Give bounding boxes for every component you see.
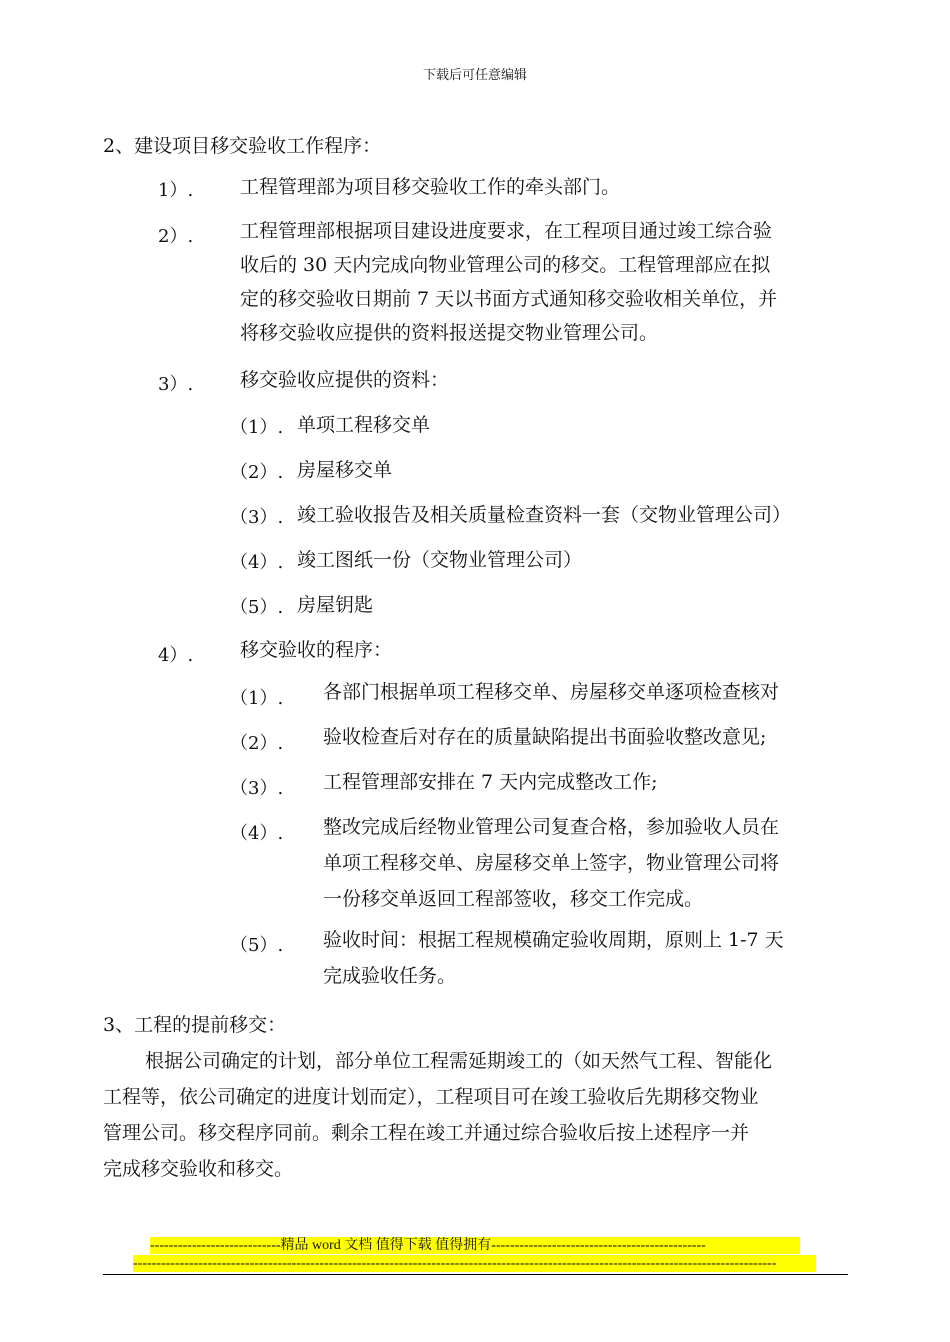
procedure-4-line: 单项工程移交单、房屋移交单上签字，物业管理公司将 (323, 852, 780, 874)
section-3-heading: 3、工程的提前移交： (103, 1014, 287, 1036)
item-2-line: 定的移交验收日期前 7 天以书面方式通知移交验收相关单位，并 (240, 288, 778, 310)
procedure-5-line: 完成验收任务。 (323, 965, 457, 987)
section-2-heading: 2、建设项目移交验收工作程序： (103, 135, 382, 157)
material-1-number: （1）. (230, 417, 284, 438)
item-4-text (240, 633, 392, 667)
procedure-3-text (323, 764, 658, 800)
item-2-line: 工程管理部根据项目建设进度要求，在工程项目通过竣工综合验 (240, 220, 773, 242)
item-3-line: 移交验收应提供的资料： (240, 369, 450, 391)
item-3-number: 3）. (158, 374, 194, 395)
item-1-number: 1）. (158, 180, 194, 201)
item-4-number: 4）. (158, 645, 194, 666)
page-header: 下载后可任意编辑 (422, 68, 527, 83)
item-2-text (240, 214, 777, 350)
paragraph-line: 管理公司。移交程序同前。剩余工程在竣工并通过综合验收后按上述程序一并 (103, 1122, 750, 1144)
paragraph-line: 工程等，依公司确定的进度计划而定），工程项目可在竣工验收后先期移交物业 (103, 1086, 759, 1108)
procedure-5-number: （5）. (230, 935, 284, 956)
procedure-2-number: （2）. (230, 733, 284, 754)
item-2-line: 收后的 30 天内完成向物业管理公司的移交。工程管理部应在拟 (240, 254, 771, 276)
material-5-number: （5）. (230, 597, 284, 618)
procedure-1-text (323, 674, 779, 710)
item-4-line: 移交验收的程序： (240, 639, 393, 661)
procedure-3-line: 工程管理部安排在 7 天内完成整改工作; (323, 771, 658, 793)
procedure-1-line: 各部门根据单项工程移交单、房屋移交单逐项检查核对 (323, 681, 780, 703)
item-1-text (240, 170, 620, 204)
procedure-4-line: 一份移交单返回工程部签收，移交工作完成。 (323, 888, 704, 910)
paragraph-line: 完成移交验收和移交。 (103, 1158, 294, 1180)
procedure-2-line: 验收检查后对存在的质量缺陷提出书面验收整改意见; (323, 726, 767, 748)
material-4-text: 竣工图纸一份（交物业管理公司） (297, 549, 583, 571)
paragraph-line: 根据公司确定的计划，部分单位工程需延期竣工的（如天然气工程、智能化 (145, 1050, 773, 1072)
footer-banner-line-2: ------------------------------------------------------------------------------------------------------------------------------------------ (133, 1255, 816, 1272)
procedure-5-line: 验收时间：根据工程规模确定验收周期，原则上 1-7 天 (323, 929, 784, 951)
material-2-number: （2）. (230, 462, 284, 483)
material-3-number: （3）. (230, 507, 284, 528)
procedure-3-number: （3）. (230, 778, 284, 799)
procedure-5-text (323, 922, 784, 994)
item-2-line: 将移交验收应提供的资料报送提交物业管理公司。 (240, 322, 659, 344)
material-5-text: 房屋钥匙 (297, 594, 374, 616)
item-3-text (240, 363, 449, 397)
footer-rule (103, 1274, 848, 1275)
procedure-4-number: （4）. (230, 823, 284, 844)
material-4-number: （4）. (230, 552, 284, 573)
procedure-1-number: （1）. (230, 688, 284, 709)
section-3-paragraph (103, 1043, 848, 1187)
footer-banner-line-1: ----------------------------精品 word 文档 值得下载 值得拥有---------------------------------------------- (150, 1237, 800, 1254)
procedure-4-text (323, 809, 779, 917)
item-1-line: 工程管理部为项目移交验收工作的牵头部门。 (240, 176, 621, 198)
material-3-text: 竣工验收报告及相关质量检查资料一套（交物业管理公司） (297, 504, 792, 526)
item-2-number: 2）. (158, 226, 194, 247)
material-2-text: 房屋移交单 (297, 459, 393, 481)
procedure-2-text (323, 719, 766, 755)
procedure-4-line: 整改完成后经物业管理公司复查合格，参加验收人员在 (323, 816, 780, 838)
material-1-text: 单项工程移交单 (297, 414, 431, 436)
